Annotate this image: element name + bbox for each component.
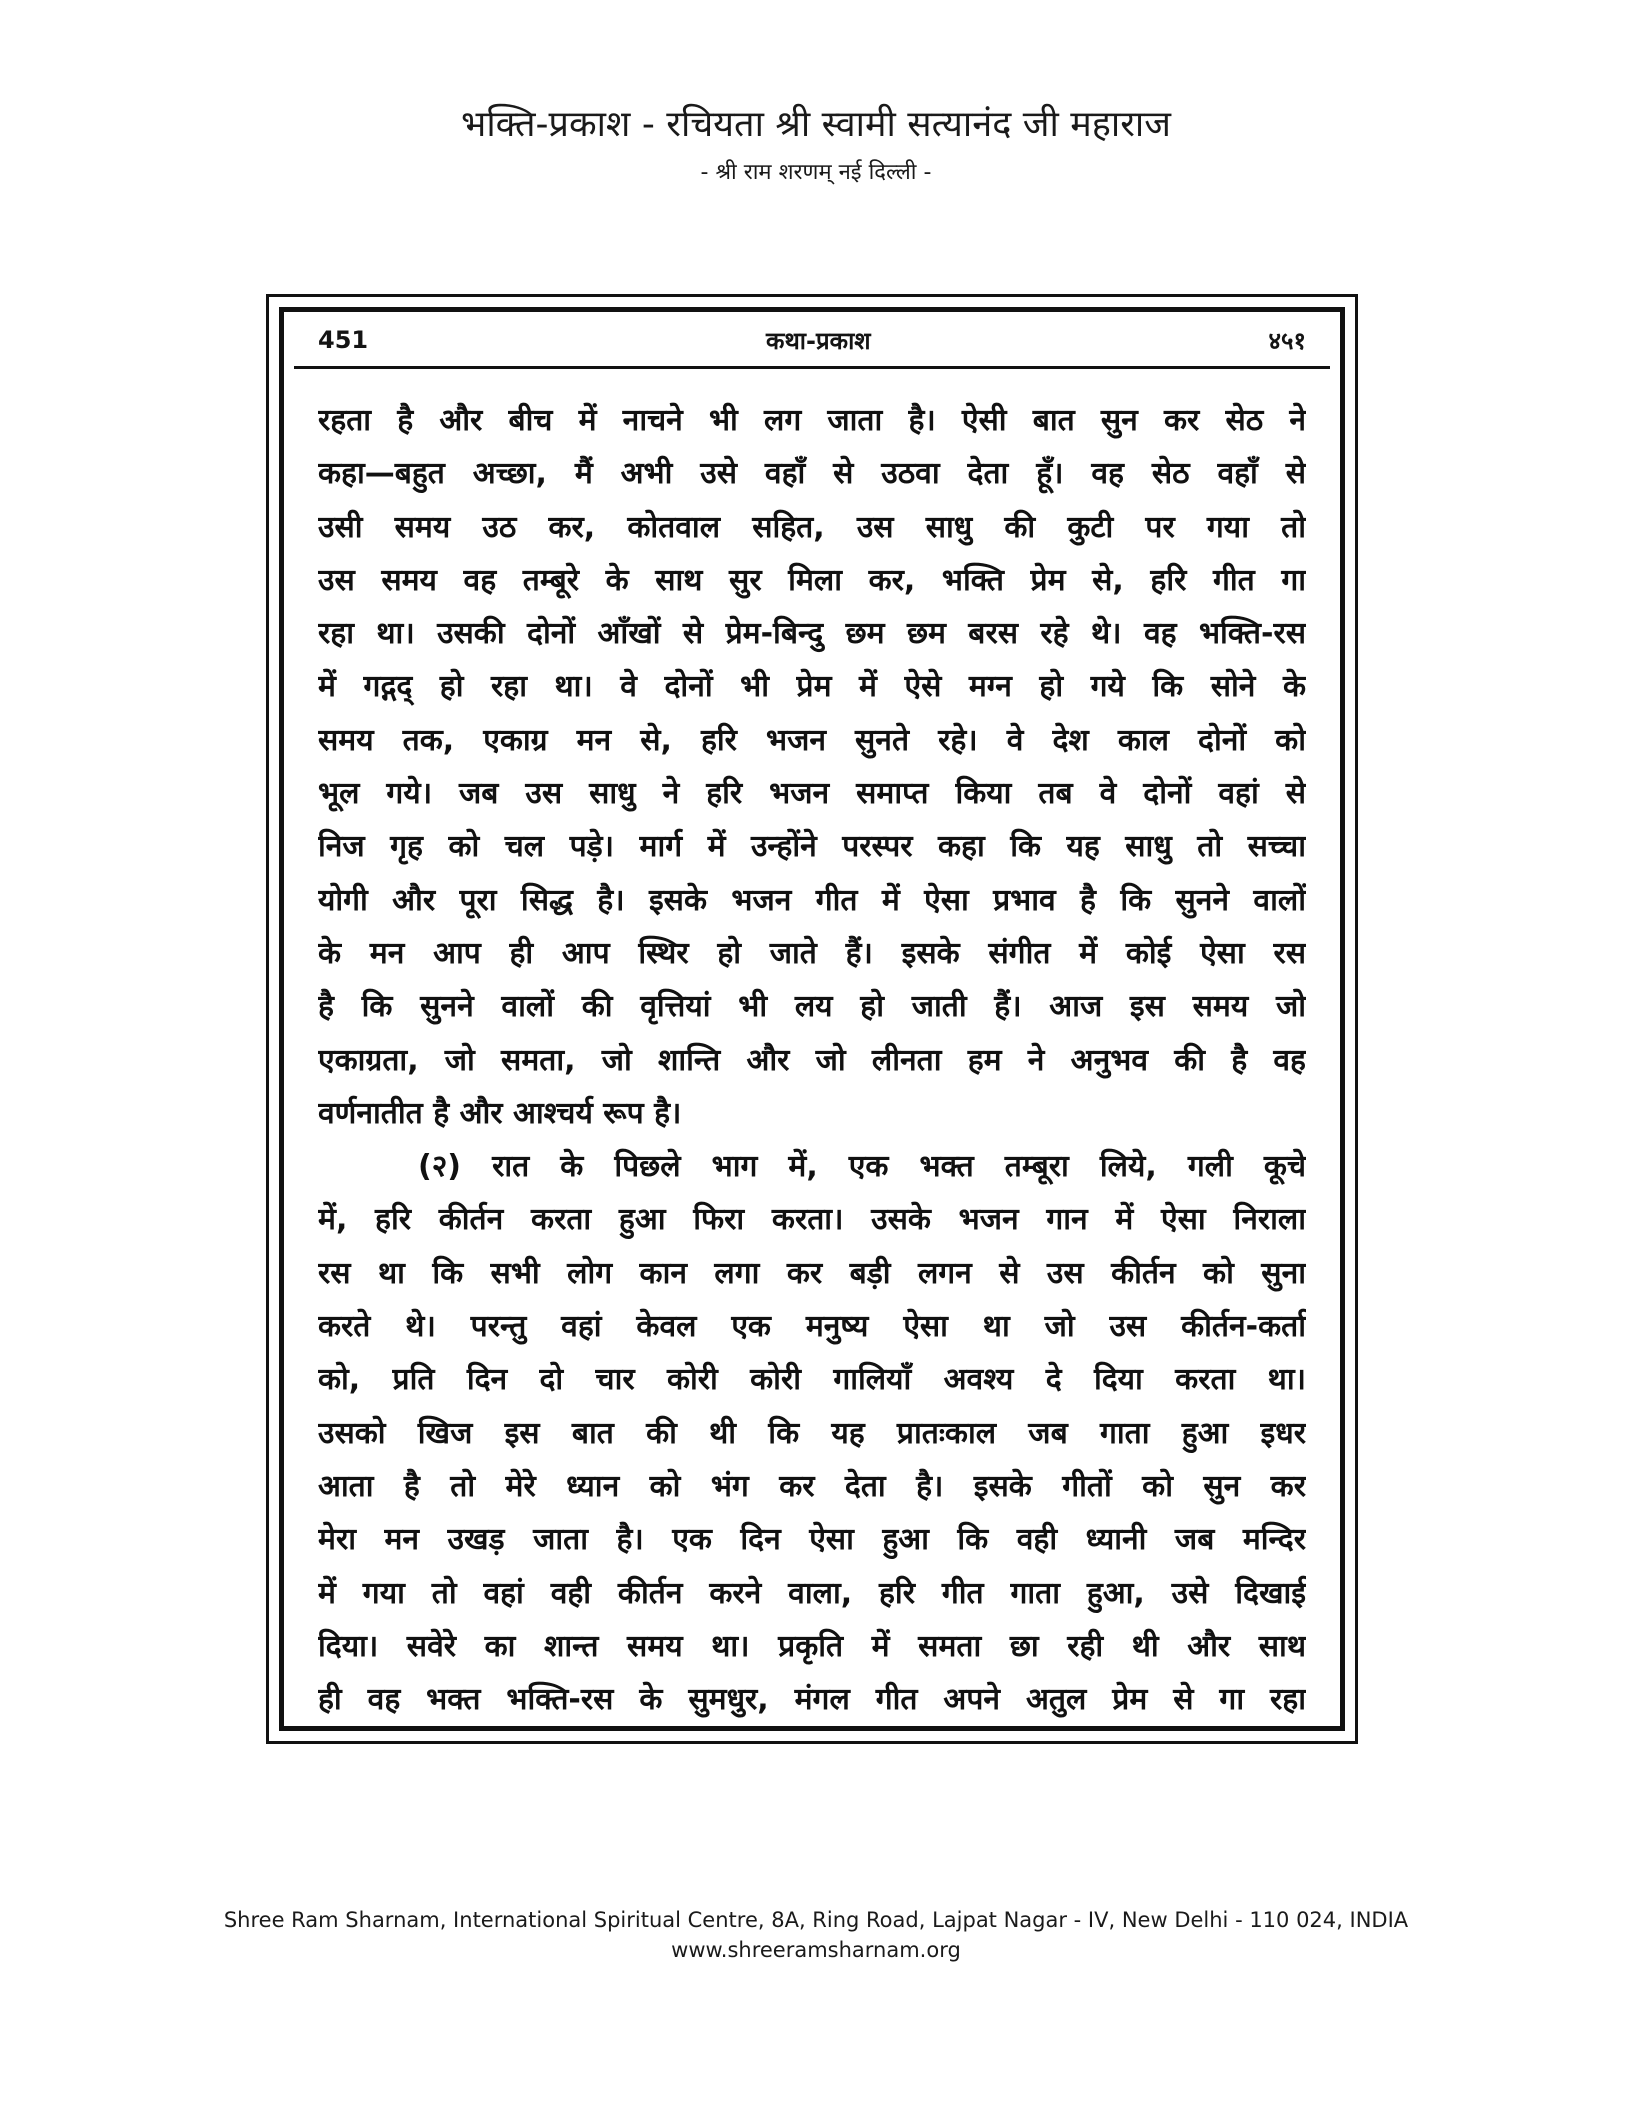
text-line: में गद्गद् हो रहा था। वे दोनों भी प्रेम में ऐसे मग्न हो गये कि सोने के bbox=[318, 669, 1306, 705]
text-line: (२) रात के पिछले भाग में, एक भक्त तम्बूरा लिये, गली कूचे bbox=[418, 1149, 1306, 1185]
text-line: में, हरि कीर्तन करता हुआ फिरा करता। उसके भजन गान में ऐसा निराला bbox=[318, 1202, 1306, 1238]
text-line: वर्णनातीत है और आश्चर्य रूप है। bbox=[318, 1095, 682, 1131]
text-line: उसी समय उठ कर, कोतवाल सहित, उस साधु की कुटी पर गया तो bbox=[318, 509, 1306, 545]
text-line: भूल गये। जब उस साधु ने हरि भजन समाप्त किया तब वे दोनों वहां से bbox=[318, 776, 1306, 812]
book-page-frame bbox=[266, 294, 1358, 1744]
running-head bbox=[318, 320, 1306, 360]
footer-address: Shree Ram Sharnam, International Spiritual Centre, 8A, Ring Road, Lajpat Nagar - IV, New Delhi - 110 024, INDIA bbox=[223, 1908, 1409, 1932]
text-line: रस था कि सभी लोग कान लगा कर बड़ी लगन से उस कीर्तन को सुना bbox=[318, 1255, 1306, 1291]
text-line: को, प्रति दिन दो चार कोरी कोरी गालियाँ अवश्य दे दिया करता था। bbox=[318, 1362, 1306, 1398]
page-number: 451 bbox=[318, 326, 369, 354]
header-divider bbox=[294, 366, 1330, 369]
site-footer bbox=[0, 1905, 1632, 1965]
running-title: कथा-प्रकाश bbox=[766, 326, 871, 355]
text-line: है कि सुनने वालों की वृत्तियां भी लय हो जाती हैं। आज इस समय जो bbox=[318, 989, 1306, 1025]
text-line: समय तक, एकाग्र मन से, हरि भजन सुनते रहे। वे देश काल दोनों को bbox=[318, 722, 1306, 758]
text-line: आता है तो मेरे ध्यान को भंग कर देता है। इसके गीतों को सुन कर bbox=[318, 1468, 1306, 1504]
footer-website[interactable]: www.shreeramsharnam.org bbox=[671, 1938, 961, 1962]
text-line: करते थे। परन्तु वहां केवल एक मनुष्य ऐसा था जो उस कीर्तन-कर्ता bbox=[318, 1309, 1306, 1345]
body-text bbox=[318, 394, 1306, 1726]
text-line: उस समय वह तम्बूरे के साथ सुर मिला कर, भक्ति प्रेम से, हरि गीत गा bbox=[318, 562, 1306, 598]
text-line: रहता है और बीच में नाचने भी लग जाता है। ऐसी बात सुन कर सेठ ने bbox=[318, 403, 1306, 438]
text-line: ही वह भक्त भक्ति-रस के सुमधुर, मंगल गीत अपने अतुल प्रेम से गा रहा bbox=[318, 1682, 1306, 1718]
text-line: में गया तो वहां वही कीर्तन करने वाला, हरि गीत गाता हुआ, उसे दिखाई bbox=[318, 1575, 1306, 1611]
text-line: उसको खिज इस बात की थी कि यह प्रातःकाल जब गाता हुआ इधर bbox=[318, 1415, 1306, 1451]
text-line: कहा—बहुत अच्छा, मैं अभी उसे वहाँ से उठवा देता हूँ। वह सेठ वहाँ से bbox=[318, 456, 1306, 492]
text-line: मेरा मन उखड़ जाता है। एक दिन ऐसा हुआ कि वही ध्यानी जब मन्दिर bbox=[318, 1522, 1306, 1558]
text-line: रहा था। उसकी दोनों आँखों से प्रेम-बिन्दु छम छम बरस रहे थे। वह भक्ति-रस bbox=[318, 616, 1306, 652]
text-line: एकाग्रता, जो समता, जो शान्ति और जो लीनता हम ने अनुभव की है वह bbox=[318, 1042, 1306, 1078]
site-subtitle: - श्री राम शरणम् नई दिल्ली - bbox=[700, 160, 932, 185]
site-header bbox=[0, 100, 1632, 190]
text-line: योगी और पूरा सिद्ध है। इसके भजन गीत में ऐसा प्रभाव है कि सुनने वालों bbox=[318, 882, 1306, 918]
text-line: निज गृह को चल पड़े। मार्ग में उन्होंने परस्पर कहा कि यह साधु तो सच्चा bbox=[318, 829, 1306, 865]
site-title: भक्ति-प्रकाश - रचियता श्री स्वामी सत्यानंद जी महाराज bbox=[461, 104, 1171, 145]
book-page-inner-frame bbox=[279, 307, 1345, 1731]
text-line: के मन आप ही आप स्थिर हो जाते हैं। इसके संगीत में कोई ऐसा रस bbox=[318, 935, 1306, 971]
page-number-devanagari: ४५१ bbox=[1268, 326, 1306, 355]
text-line: दिया। सवेरे का शान्त समय था। प्रकृति में समता छा रही थी और साथ bbox=[318, 1628, 1306, 1664]
